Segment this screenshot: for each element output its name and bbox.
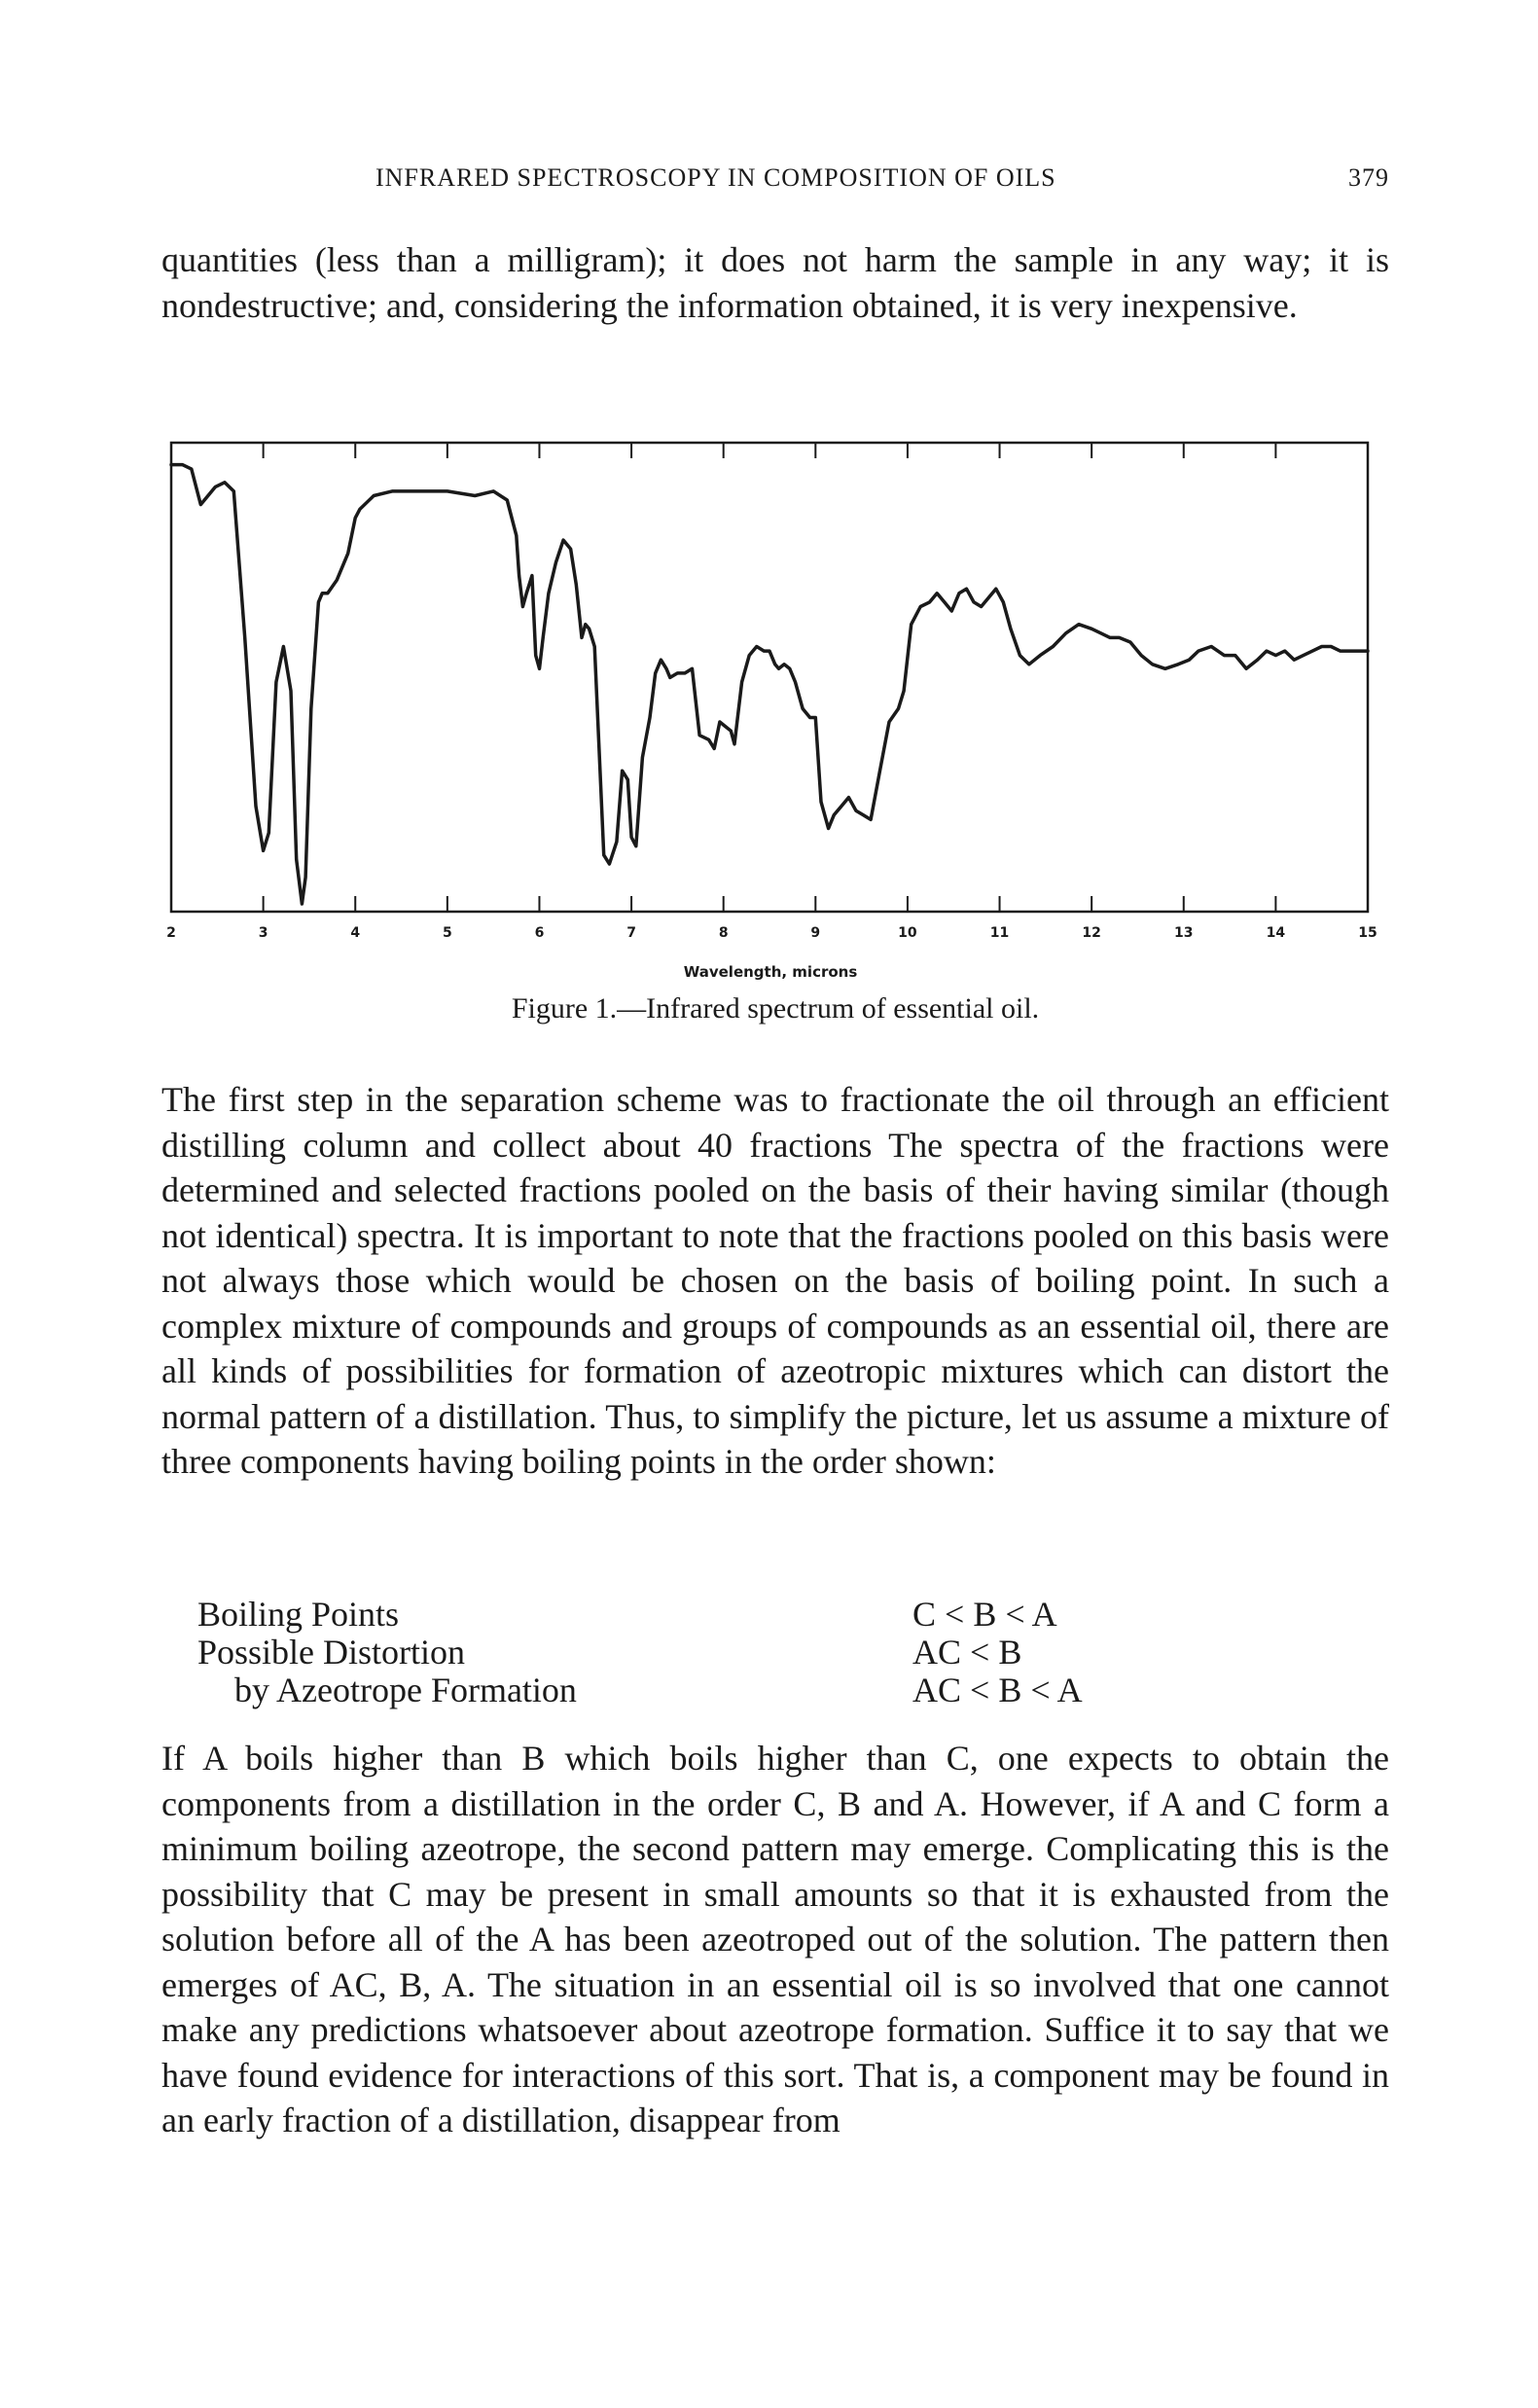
table-row [197, 1596, 1268, 1635]
running-title: INFRARED SPECTROSCOPY IN COMPOSITION OF OILS [376, 163, 1056, 192]
x-tick-label: 15 [1358, 925, 1377, 941]
x-tick-label: 6 [534, 925, 545, 941]
figure-caption: Figure 1.—Infrared spectrum of essential oil. [511, 992, 1040, 1024]
figure-ir-spectrum [161, 436, 1389, 1039]
paragraph-separation-scheme: The first step in the separation scheme was to fractionate the oil through an efficient distilling column and collect about 40 fractions The spectra of the fractions were determined and selected fractions pooled on the basis of their having similar (though not identical) spectra. It is important to note that the fractions pooled on this basis were not always those which would be chosen on the basis of boiling point. In such a complex mixture of compounds and groups of compounds as an essential oil, there are all kinds of possibilities for formation of azeotropic mixtures which can distort the normal pattern of a distillation. Thus, to simplify the picture, let us assume a mixture of three components having boiling points in the order shown: [161, 1080, 1389, 1481]
table-row [197, 1634, 1268, 1672]
x-tick-label: 11 [989, 925, 1010, 941]
x-tick-label: 13 [1174, 925, 1194, 941]
x-tick-label: 3 [258, 925, 268, 941]
top-ticks [264, 443, 1276, 458]
x-tick-label: 4 [350, 925, 361, 941]
x-tick-label: 14 [1266, 925, 1286, 941]
x-tick-label: 9 [810, 925, 821, 941]
ir-spectrum-chart [161, 436, 1389, 1020]
series-line-spectrum [171, 465, 1368, 904]
x-tick-label: 12 [1082, 925, 1101, 941]
row-label: Possible Distortion [197, 1633, 466, 1671]
paragraph-azeotrope: If A boils higher than B which boils higher than C, one expects to obtain the components from a distillation in the order C, B and A. However, if A and C form a minimum boiling azeotrope, the second pattern may emerge. Complicating this is the possibility that C may be present in small amounts so that it is exhausted from the solution before all of the A has been azeotroped out of the solution. The pattern then emerges of AC, B, A. The situation in an essential oil is so involved that one cannot make any predictions whatsoever about azeotrope formation. Suffice it to say that we have found evidence for interactions of this sort. That is, a component may be found in an early fraction of a distillation, disappear from [161, 1739, 1389, 2139]
x-tick-label: 2 [166, 925, 176, 941]
tick-labels [166, 925, 1377, 941]
table-row [197, 1671, 1268, 1710]
x-tick-label: 5 [442, 925, 452, 941]
x-tick-label: 10 [898, 925, 917, 941]
row-label: Boiling Points [197, 1595, 400, 1634]
x-tick-label: 7 [626, 925, 636, 941]
plot-frame [171, 443, 1368, 912]
row-label: by Azeotrope Formation [234, 1671, 577, 1709]
page-number: 379 [1348, 163, 1389, 192]
row-relation: AC < B < A [912, 1671, 1083, 1709]
bottom-ticks [264, 896, 1276, 912]
row-relation: AC < B [912, 1633, 1022, 1671]
running-head [161, 163, 1389, 202]
boiling-points-table [197, 1596, 1268, 1722]
row-relation: C < B < A [912, 1595, 1057, 1634]
x-tick-label: 8 [718, 925, 729, 941]
x-axis-label: Wavelength, microns [683, 963, 858, 981]
paragraph-intro: quantities (less than a milligram); it does not harm the sample in any way; it is nondestructive; and, considering the information obtained, it is very inexpensive. [161, 240, 1389, 325]
